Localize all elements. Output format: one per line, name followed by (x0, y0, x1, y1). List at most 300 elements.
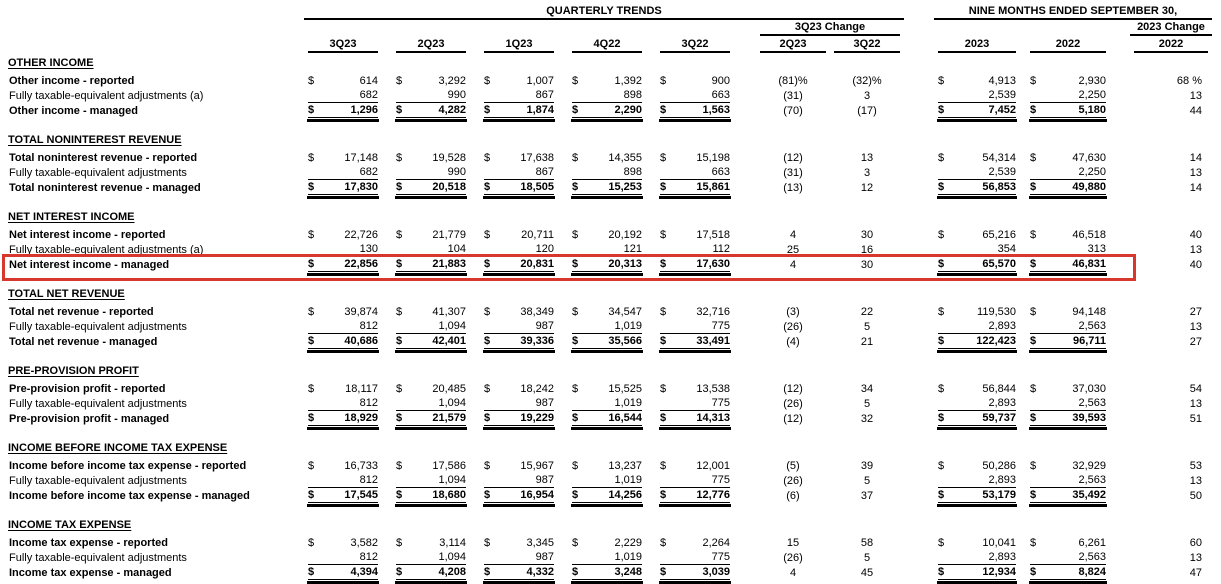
table-body (8, 57, 1212, 580)
dollar-sign: $ (572, 258, 579, 270)
value: 2,563 (1078, 551, 1106, 563)
value-cell (660, 383, 730, 396)
value-cell (572, 243, 642, 257)
value: 39,336 (520, 335, 554, 347)
value: 17,148 (344, 152, 378, 164)
change-cell: (6) (786, 490, 800, 502)
value-cell (660, 412, 730, 426)
dollar-sign: $ (938, 537, 945, 549)
value-cell (396, 383, 466, 396)
value: 1,007 (526, 75, 554, 87)
table-row-managed (8, 334, 1212, 349)
dollar-sign: $ (660, 258, 667, 270)
value: 19,528 (432, 152, 466, 164)
table-section (8, 442, 1212, 503)
dollar-sign: $ (572, 229, 579, 241)
dollar-sign: $ (572, 412, 579, 424)
value: 6,261 (1078, 537, 1106, 549)
value: 354 (997, 243, 1016, 255)
value: 12,776 (696, 489, 730, 501)
value: 39,874 (344, 306, 378, 318)
value-cell (660, 258, 730, 272)
table-row-reported (8, 73, 1212, 88)
value: 987 (535, 551, 554, 563)
value: 4,282 (438, 104, 466, 116)
section-heading: INCOME BEFORE INCOME TAX EXPENSE (8, 442, 228, 454)
value: 2,563 (1078, 474, 1106, 486)
value: 18,242 (520, 383, 554, 395)
dollar-sign: $ (396, 335, 403, 347)
value: 7,452 (988, 104, 1016, 116)
value: 775 (711, 551, 730, 563)
row-label: Total noninterest revenue - managed (9, 182, 201, 194)
dollar-sign: $ (660, 306, 667, 318)
dollar-sign: $ (484, 383, 491, 395)
value: 20,518 (432, 181, 466, 193)
dollar-sign: $ (572, 306, 579, 318)
value-cell (938, 75, 1016, 88)
dollar-sign: $ (938, 181, 945, 193)
value-cell (1030, 474, 1106, 488)
dollar-sign: $ (938, 566, 945, 578)
change-cell: 16 (860, 244, 874, 256)
value-cell (484, 152, 554, 165)
q-change-header: 3Q23 Change (760, 21, 900, 36)
value-cell (938, 89, 1016, 103)
dollar-sign: $ (660, 412, 667, 424)
dollar-sign: $ (396, 460, 403, 472)
value-cell (1030, 383, 1106, 396)
value-cell (660, 104, 730, 118)
value: 47,630 (1072, 152, 1106, 164)
value: 20,313 (608, 258, 642, 270)
value-cell (572, 566, 642, 580)
value: 12,001 (696, 460, 730, 472)
dollar-sign: $ (572, 335, 579, 347)
yoy-change-cell: 14 (1189, 152, 1202, 164)
value: 1,094 (438, 551, 466, 563)
value-cell (308, 104, 378, 118)
dollar-sign: $ (1030, 335, 1037, 347)
change-cell: (3) (786, 306, 800, 318)
value: 17,545 (344, 489, 378, 501)
change-cell: 3 (863, 167, 871, 179)
change-cell: 34 (860, 383, 874, 395)
value: 21,579 (432, 412, 466, 424)
change-cell: 5 (863, 552, 871, 564)
value-cell (572, 489, 642, 503)
value: 15,967 (520, 460, 554, 472)
value-cell (1030, 537, 1106, 550)
value-cell (660, 537, 730, 550)
value: 898 (623, 89, 642, 101)
section-heading: NET INTEREST INCOME (8, 211, 135, 223)
col-header-ytd-2023: 2023 (938, 38, 1016, 53)
change-cell: 4 (789, 259, 797, 271)
value: 56,844 (982, 383, 1016, 395)
value-cell (396, 412, 466, 426)
yoy-change-cell: 13 (1189, 90, 1202, 102)
dollar-sign: $ (308, 306, 315, 318)
dollar-sign: $ (938, 152, 945, 164)
value-cell (660, 335, 730, 349)
value-cell (660, 551, 730, 565)
value-cell (1030, 243, 1106, 257)
value: 37,030 (1072, 383, 1106, 395)
value: 3,248 (614, 566, 642, 578)
value: 17,830 (344, 181, 378, 193)
value-cell (1030, 229, 1106, 242)
value-cell (396, 474, 466, 488)
y-change-header: 2023 Change (1130, 21, 1212, 36)
value: 812 (359, 474, 378, 486)
value-cell (484, 104, 554, 118)
yoy-change-cell: 54 (1189, 383, 1202, 395)
table-section (8, 134, 1212, 195)
value: 990 (447, 166, 466, 178)
col-header-ychange-2022: 2022 (1134, 38, 1208, 53)
value: 15,861 (696, 181, 730, 193)
change-cell: (26) (783, 321, 803, 333)
change-cell: 15 (786, 537, 800, 549)
dollar-sign: $ (396, 306, 403, 318)
value: 8,824 (1078, 566, 1106, 578)
value: 987 (535, 397, 554, 409)
value: 1,019 (614, 397, 642, 409)
dollar-sign: $ (572, 383, 579, 395)
change-header-row (8, 21, 1212, 36)
value: 313 (1087, 243, 1106, 255)
table-section (8, 57, 1212, 118)
value: 4,208 (438, 566, 466, 578)
value-cell (396, 320, 466, 334)
table-row-reported (8, 227, 1212, 242)
row-label: Other income - managed (9, 105, 138, 117)
dollar-sign: $ (308, 460, 315, 472)
yoy-change-cell: 13 (1189, 475, 1202, 487)
change-cell: 4 (789, 567, 797, 579)
dollar-sign: $ (1030, 181, 1037, 193)
change-cell: (31) (783, 90, 803, 102)
value: 2,893 (988, 551, 1016, 563)
value-cell (396, 104, 466, 118)
dollar-sign: $ (1030, 383, 1037, 395)
value: 16,544 (608, 412, 642, 424)
table-row-reported (8, 150, 1212, 165)
value: 20,831 (520, 258, 554, 270)
value-cell (660, 152, 730, 165)
value: 4,332 (526, 566, 554, 578)
value: 49,880 (1072, 181, 1106, 193)
dollar-sign: $ (396, 566, 403, 578)
value-cell (938, 104, 1016, 118)
value: 2,539 (988, 89, 1016, 101)
dollar-sign: $ (660, 335, 667, 347)
value-cell (484, 551, 554, 565)
yoy-change-cell: 27 (1189, 306, 1202, 318)
value-cell (308, 489, 378, 503)
value-cell (572, 166, 642, 180)
value-cell (308, 181, 378, 195)
section-heading: OTHER INCOME (8, 57, 94, 69)
dollar-sign: $ (484, 152, 491, 164)
value-cell (938, 306, 1016, 319)
value-cell (396, 243, 466, 257)
value: 104 (447, 243, 466, 255)
table-row-adjustments (8, 396, 1212, 411)
change-cell: 45 (860, 567, 874, 579)
dollar-sign: $ (1030, 258, 1037, 270)
value: 1,392 (614, 75, 642, 87)
value-cell (1030, 566, 1106, 580)
change-cell: (5) (786, 460, 800, 472)
value-cell (572, 258, 642, 272)
dollar-sign: $ (572, 489, 579, 501)
value-cell (308, 89, 378, 103)
value-cell (396, 181, 466, 195)
change-cell: (13) (783, 182, 803, 194)
table-row-adjustments (8, 550, 1212, 565)
value: 2,893 (988, 474, 1016, 486)
value-cell (308, 474, 378, 488)
value: 3,114 (439, 537, 466, 549)
change-cell: (12) (783, 152, 803, 164)
value-cell (396, 551, 466, 565)
change-cell: (26) (783, 552, 803, 564)
value-cell (938, 152, 1016, 165)
change-cell: (12) (783, 383, 803, 395)
yoy-change-cell: 13 (1189, 321, 1202, 333)
table-row-managed (8, 180, 1212, 195)
dollar-sign: $ (660, 566, 667, 578)
dollar-sign: $ (1030, 104, 1037, 116)
dollar-sign: $ (1030, 306, 1037, 318)
dollar-sign: $ (660, 75, 667, 87)
value-cell (938, 181, 1016, 195)
value-cell (308, 152, 378, 165)
row-label: Total net revenue - reported (9, 306, 154, 318)
value: 120 (535, 243, 554, 255)
dollar-sign: $ (938, 229, 945, 241)
value-cell (1030, 89, 1106, 103)
dollar-sign: $ (396, 412, 403, 424)
dollar-sign: $ (572, 181, 579, 193)
value: 3,292 (438, 75, 466, 87)
value-cell (938, 537, 1016, 550)
dollar-sign: $ (1030, 489, 1037, 501)
value: 119,530 (977, 306, 1016, 318)
change-cell: 5 (863, 398, 871, 410)
yoy-change-cell: 51 (1189, 413, 1202, 425)
value: 46,518 (1072, 229, 1106, 241)
value: 38,349 (520, 306, 554, 318)
quarterly-trends-header: QUARTERLY TRENDS (304, 5, 904, 20)
value-cell (938, 243, 1016, 257)
value-cell (308, 243, 378, 257)
table-row-adjustments (8, 319, 1212, 334)
dollar-sign: $ (1030, 537, 1037, 549)
value: 812 (359, 551, 378, 563)
dollar-sign: $ (396, 489, 403, 501)
value-cell (660, 566, 730, 580)
value-cell (1030, 412, 1106, 426)
value-cell (308, 397, 378, 411)
dollar-sign: $ (484, 75, 491, 87)
dollar-sign: $ (938, 489, 945, 501)
value: 5,180 (1078, 104, 1106, 116)
dollar-sign: $ (938, 306, 945, 318)
value: 34,547 (608, 306, 642, 318)
col-header-2q23: 2Q23 (396, 38, 466, 53)
value-cell (308, 229, 378, 242)
value: 35,492 (1072, 489, 1106, 501)
value-cell (484, 166, 554, 180)
value: 1,094 (438, 397, 466, 409)
dollar-sign: $ (308, 229, 315, 241)
row-label: Fully taxable-equivalent adjustments (9, 552, 187, 564)
change-cell: (17) (857, 105, 877, 117)
yoy-change-cell: 40 (1189, 229, 1202, 241)
dollar-sign: $ (938, 104, 945, 116)
change-cell: (4) (786, 336, 800, 348)
value-cell (484, 566, 554, 580)
change-cell: 4 (789, 229, 797, 241)
change-cell: (81)% (778, 75, 808, 87)
table-row-reported (8, 458, 1212, 473)
value: 15,253 (608, 181, 642, 193)
value-cell (1030, 320, 1106, 334)
value-cell (660, 474, 730, 488)
value: 15,525 (608, 383, 642, 395)
value: 54,314 (982, 152, 1016, 164)
change-cell: (26) (783, 475, 803, 487)
value: 987 (535, 474, 554, 486)
yoy-change-cell: 68 % (1176, 75, 1202, 87)
value-cell (1030, 181, 1106, 195)
dollar-sign: $ (1030, 460, 1037, 472)
dollar-sign: $ (938, 412, 945, 424)
section-heading: PRE-PROVISION PROFIT (8, 365, 139, 377)
table-row-adjustments (8, 165, 1212, 180)
yoy-change-cell: 13 (1189, 167, 1202, 179)
dollar-sign: $ (484, 489, 491, 501)
value-cell (396, 537, 466, 550)
dollar-sign: $ (572, 104, 579, 116)
col-header-ytd-2022: 2022 (1030, 38, 1106, 53)
value: 12,934 (982, 566, 1016, 578)
value-cell (1030, 489, 1106, 503)
dollar-sign: $ (572, 537, 579, 549)
dollar-sign: $ (308, 104, 315, 116)
value-cell (484, 397, 554, 411)
yoy-change-cell: 13 (1189, 398, 1202, 410)
value-cell (938, 460, 1016, 473)
value: 2,563 (1078, 397, 1106, 409)
value: 20,711 (521, 229, 554, 241)
value-cell (572, 152, 642, 165)
value: 1,019 (614, 474, 642, 486)
table-section (8, 288, 1212, 349)
value-cell (660, 397, 730, 411)
row-label: Income before income tax expense - reported (9, 460, 247, 472)
value-cell (308, 320, 378, 334)
change-cell: 58 (860, 537, 874, 549)
value: 1,019 (614, 320, 642, 332)
row-label: Fully taxable-equivalent adjustments (9, 167, 187, 179)
value-cell (660, 166, 730, 180)
value-cell (396, 566, 466, 580)
value-cell (396, 397, 466, 411)
change-cell: 39 (860, 460, 874, 472)
dollar-sign: $ (938, 460, 945, 472)
dollar-sign: $ (484, 229, 491, 241)
yoy-change-cell: 14 (1189, 182, 1202, 194)
value-cell (484, 335, 554, 349)
value-cell (938, 166, 1016, 180)
yoy-change-cell: 53 (1189, 460, 1202, 472)
dollar-sign: $ (660, 229, 667, 241)
value: 10,041 (982, 537, 1016, 549)
dollar-sign: $ (484, 258, 491, 270)
value: 17,638 (520, 152, 554, 164)
dollar-sign: $ (1030, 75, 1037, 87)
value-cell (938, 397, 1016, 411)
value-cell (308, 537, 378, 550)
value-cell (660, 320, 730, 334)
value: 812 (359, 397, 378, 409)
row-label: Income tax expense - reported (9, 537, 168, 549)
row-label: Other income - reported (9, 75, 135, 87)
value-cell (938, 474, 1016, 488)
value: 867 (535, 89, 554, 101)
value: 682 (359, 89, 378, 101)
value-cell (308, 75, 378, 88)
value: 13,237 (608, 460, 642, 472)
dollar-sign: $ (660, 460, 667, 472)
value-cell (660, 229, 730, 242)
row-label: Income before income tax expense - managed (9, 490, 250, 502)
row-label: Net interest income - reported (9, 229, 166, 241)
table-section (8, 365, 1212, 426)
value-cell (484, 75, 554, 88)
dollar-sign: $ (484, 460, 491, 472)
value-cell (396, 75, 466, 88)
dollar-sign: $ (484, 537, 491, 549)
table-row-reported (8, 535, 1212, 550)
col-header-3q23: 3Q23 (308, 38, 378, 53)
section-heading: TOTAL NET REVENUE (8, 288, 125, 300)
value-cell (308, 566, 378, 580)
value: 17,518 (696, 229, 730, 241)
value: 19,229 (520, 412, 554, 424)
value-cell (308, 335, 378, 349)
value-cell (938, 320, 1016, 334)
value-cell (396, 460, 466, 473)
yoy-change-cell: 44 (1189, 105, 1202, 117)
change-cell: 37 (860, 490, 874, 502)
row-label: Pre-provision profit - reported (9, 383, 166, 395)
value: 990 (447, 89, 466, 101)
value: 3,582 (350, 537, 378, 549)
value: 775 (711, 474, 730, 486)
value: 53,179 (982, 489, 1016, 501)
table-row-reported (8, 304, 1212, 319)
value: 20,485 (432, 383, 466, 395)
value-cell (1030, 460, 1106, 473)
value: 18,117 (345, 383, 378, 395)
value-cell (396, 166, 466, 180)
value-cell (396, 229, 466, 242)
